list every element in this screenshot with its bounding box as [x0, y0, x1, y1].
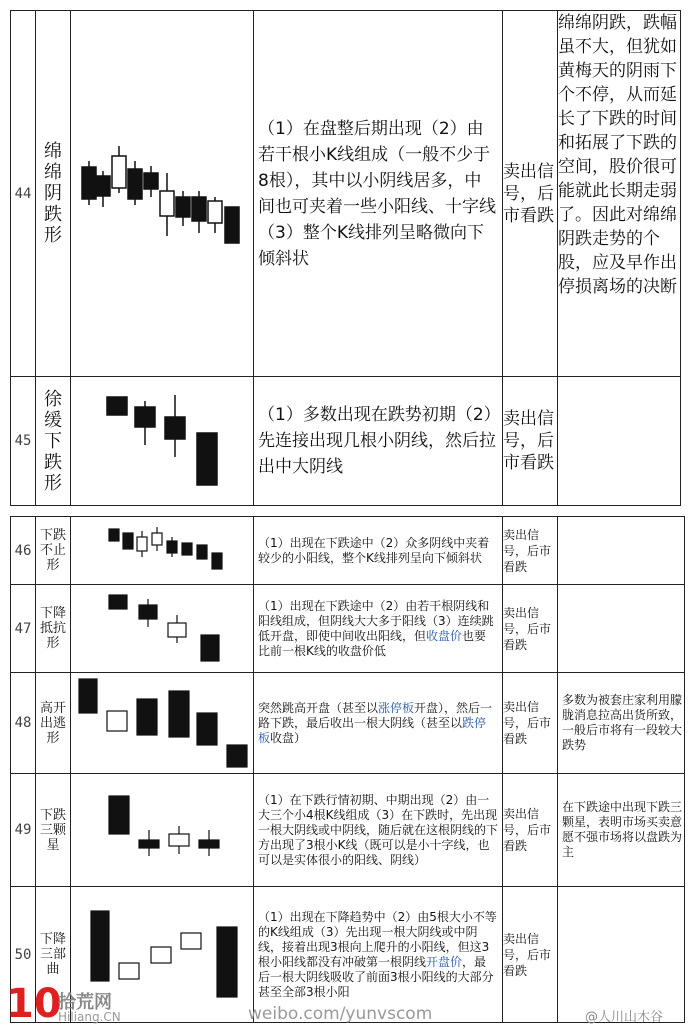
- lower-table: [10, 516, 685, 1023]
- pattern-description: （1）在下跌行情初期、中期出现（2）由一大三个小4根K线组成（3）在下跌时，先出现一根大阴线或中阴线，随后就在这根阴线的下方出现了3根小K线（既可以是小十字线，也可以是实体很小的阳线、阴线）: [254, 774, 503, 887]
- candles-45: [71, 377, 253, 505]
- pattern-description: （1）在盘整后期出现（2）由若干根小K线组成（一般不少于8根），其中以小阴线居多，中间也可夹着一些小阳线、十字线（3）整个K线排列呈略微向下倾斜状: [254, 11, 503, 377]
- table-row: [11, 585, 685, 673]
- description-text: 也要比前一根K线的收盘价低: [258, 628, 487, 658]
- pattern-note: [558, 585, 685, 673]
- pattern-name: 下跌不止形: [36, 517, 71, 585]
- description-text: 开盘），然后一路下跌，最后收出一根大阴线（甚至以: [258, 700, 493, 730]
- description-text: （1）出现在下跌途中（2）由若干根阴线和阳线组成，但阴线大大多于阳线（3）连续跳低开盘，即使中间收出阳线，但: [258, 598, 494, 643]
- description-text: ，最后一根大阴线吸收了前面3根小阳线的大部分甚至全部3根小阳: [258, 954, 494, 999]
- row-number: 46: [11, 517, 36, 585]
- description-text: 收盘）: [270, 730, 307, 745]
- candlestick-diagram: [71, 517, 254, 585]
- signal-text: 卖出信号，后市看跌: [503, 887, 558, 1023]
- candles-48: [71, 673, 253, 773]
- pattern-note: 多数为被套庄家利用朦胧消息拉高出货所致，一般后市将有一段较大跌势: [558, 673, 685, 774]
- pattern-name: 下跌三颗星: [36, 774, 71, 887]
- candlestick-diagram: [71, 673, 254, 774]
- candles-44: [71, 11, 253, 376]
- description-text: （1）出现在下降趋势中（2）由5根大小不等的K线组成（3）先出现一根大阴线或中阴线，接着出现3根向上爬升的小阳线，但这3根小阳线都没有冲破第一根阴线: [258, 909, 497, 969]
- signal-text: 卖出信号，后市看跌: [503, 11, 558, 377]
- signal-text: 卖出信号，后市看跌: [503, 585, 558, 673]
- limit-down-link[interactable]: 跌停板: [258, 715, 487, 745]
- pattern-name: 徐缓下跌形: [36, 377, 71, 506]
- table-row: [11, 673, 685, 774]
- upper-table: [10, 10, 681, 506]
- pattern-note: 在下跌途中出现下跌三颗星，表明市场买卖意愿不强市场将以盘跌为主: [558, 774, 685, 887]
- pattern-name: 高开出逃形: [36, 673, 71, 774]
- pattern-note: [558, 377, 681, 506]
- row-number: 47: [11, 585, 36, 673]
- pattern-description: （1）出现在下跌途中（2）众多阴线中夹着较少的小阳线，整个K线排列呈向下倾斜状: [254, 517, 503, 585]
- pattern-name: 绵绵阴跌形: [36, 11, 71, 377]
- signal-text: 卖出信号，后市看跌: [503, 774, 558, 887]
- pattern-name: 下降三部曲: [36, 887, 71, 1023]
- opening-price-link[interactable]: 开盘价: [426, 954, 463, 969]
- table-row: [11, 774, 685, 887]
- weibo-watermark: weibo.com/yunvscom: [248, 1004, 433, 1024]
- pattern-note: [558, 517, 685, 585]
- row-number: 44: [11, 11, 36, 377]
- candles-47: [71, 585, 253, 672]
- candlestick-diagram: [71, 377, 254, 506]
- pattern-description: [254, 887, 503, 1023]
- candlestick-diagram: [71, 774, 254, 887]
- site-logo-number: 10: [6, 981, 62, 1027]
- site-logo-name: 拾荒网: [58, 992, 112, 1013]
- pattern-description: [254, 673, 503, 774]
- signal-text: 卖出信号，后市看跌: [503, 377, 558, 506]
- table-row: [11, 11, 681, 377]
- pattern-note: 绵绵阴跌，跌幅虽不大，但犹如黄梅天的阴雨下个不停，从而延长了下跌的时间和拓展了下跌的空间，股价很可能就此长期走弱了。因此对绵绵阴跌走势的个股，应及早作出停损离场的决断: [558, 11, 681, 377]
- author-watermark: @人川山木谷: [585, 1010, 664, 1025]
- candles-49: [71, 774, 253, 886]
- pattern-name: 下降抵抗形: [36, 585, 71, 673]
- site-logo-domain: Hiliang.CN: [58, 1010, 121, 1024]
- candlestick-diagram: [71, 11, 254, 377]
- pattern-note: [558, 887, 685, 1023]
- table-row: [11, 517, 685, 585]
- candlestick-diagram: [71, 585, 254, 673]
- pattern-description: [254, 585, 503, 673]
- row-number: 50: [11, 887, 36, 1023]
- row-number: 49: [11, 774, 36, 887]
- candles-46: [71, 517, 253, 584]
- row-number: 48: [11, 673, 36, 774]
- signal-text: 卖出信号，后市看跌: [503, 517, 558, 585]
- description-text: 突然跳高开盘（甚至以: [258, 700, 379, 715]
- signal-text: 卖出信号，后市看跌: [503, 673, 558, 774]
- pattern-description: （1）多数出现在跌势初期（2）先连接出现几根小阴线，然后拉出中大阴线: [254, 377, 503, 506]
- row-number: 45: [11, 377, 36, 506]
- limit-up-link[interactable]: 涨停板: [378, 700, 415, 715]
- closing-price-link[interactable]: 收盘价: [426, 628, 463, 643]
- table-row: [11, 377, 681, 506]
